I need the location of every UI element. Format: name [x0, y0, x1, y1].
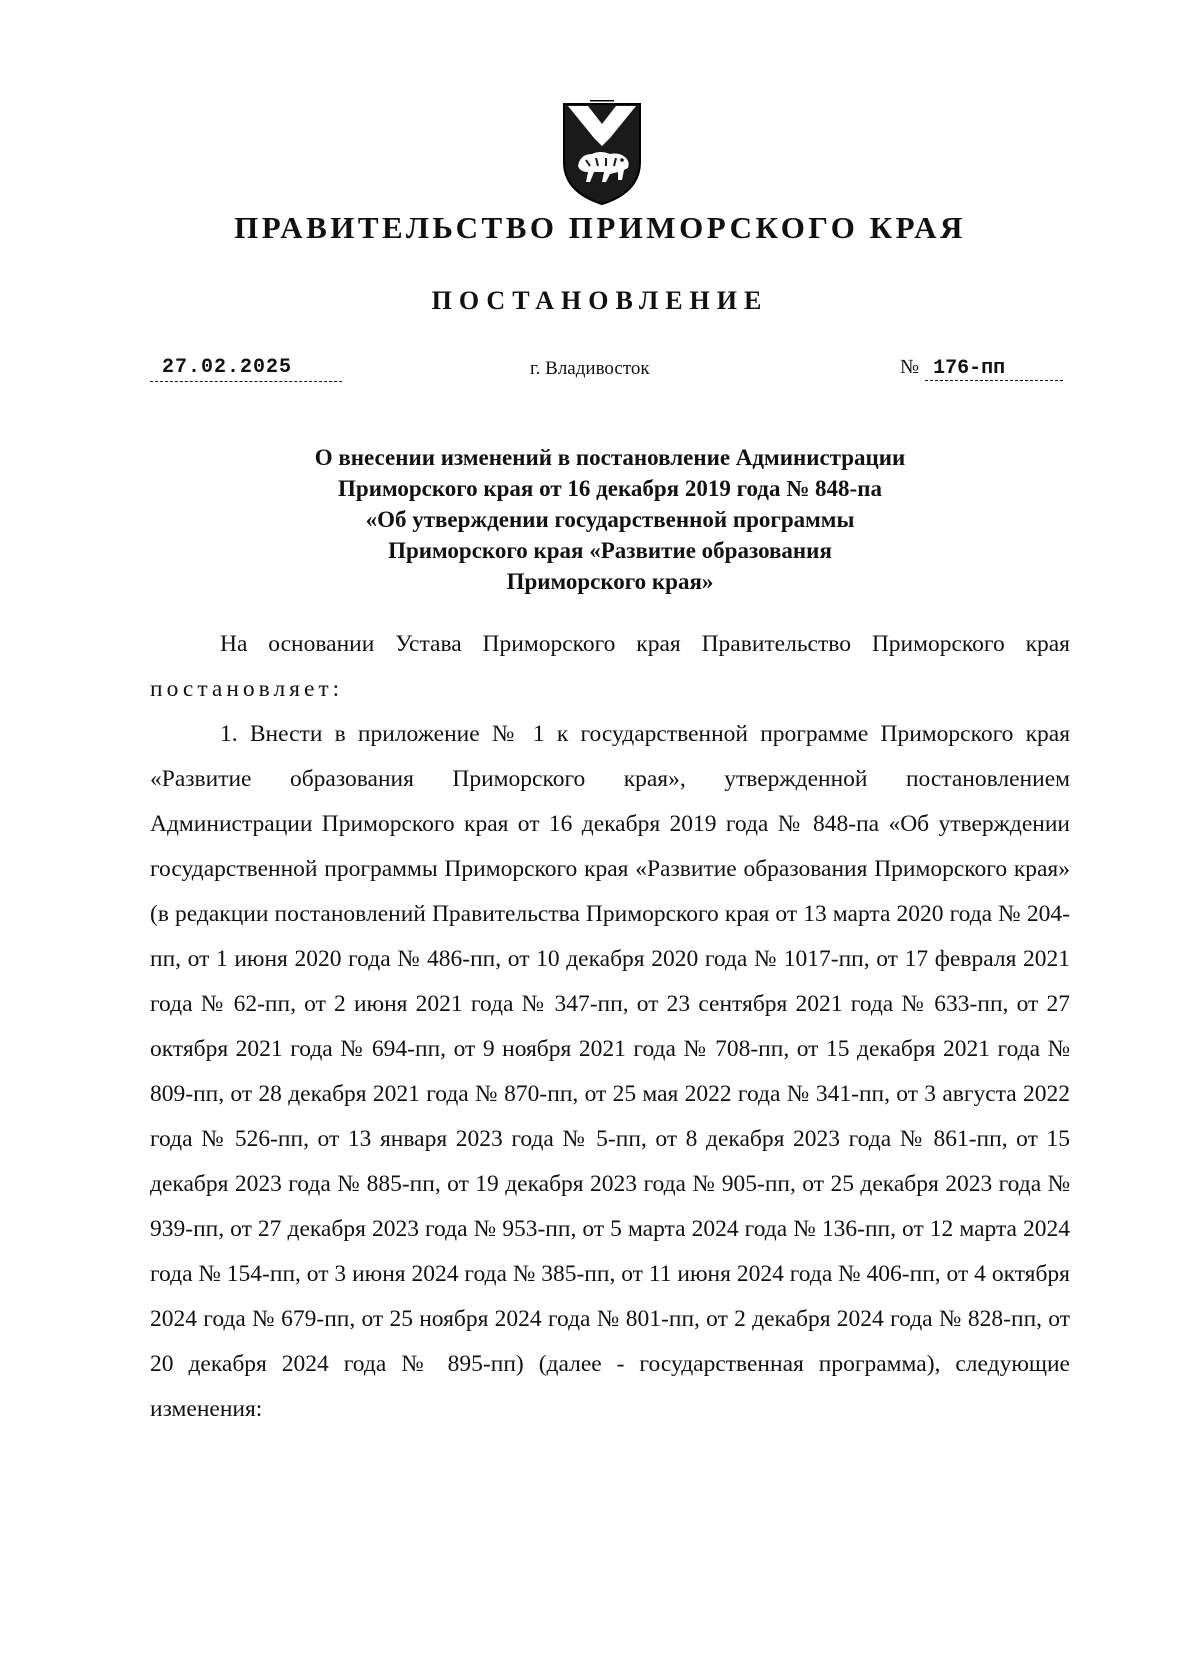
document-meta-row	[150, 356, 1070, 390]
document-subject	[150, 442, 1070, 597]
resolves-word: постановляет:	[150, 676, 344, 702]
subject-line: Приморского края «Развитие образования	[388, 538, 832, 563]
item-1-paragraph: 1. Внести в приложение № 1 к государственной программе Приморского края «Развитие образования Приморского края», утвержденной постановлением Администрации Приморского края от 16 декабря 2019 года № 848-па «Об утверждении государственной программы Приморского края «Развитие образования Приморского края» (в редакции постановлений Правительства Приморского края от 13 марта 2020 года № 204-пп, от 1 июня 2020 года № 486-пп, от 10 декабря 2020 года № 1017-пп, от 17 февраля 2021 года № 62-пп, от 2 июня 2021 года № 347-пп, от 23 сентября 2021 года № 633-пп, от 27 октября 2021 года № 694-пп, от 9 ноября 2021 года № 708-пп, от 15 декабря 2021 года № 809-пп, от 28 декабря 2021 года № 870-пп, от 25 мая 2022 года № 341-пп, от 3 августа 2022 года № 526-пп, от 13 января 2023 года № 5-пп, от 8 декабря 2023 года № 861-пп, от 15 декабря 2023 года № 885-пп, от 19 декабря 2023 года № 905-пп, от 25 декабря 2023 года № 939-пп, от 27 декабря 2023 года № 953-пп, от 5 марта 2024 года № 136-пп, от 12 марта 2024 года № 154-пп, от 3 июня 2024 года № 385-пп, от 11 июня 2024 года № 406-пп, от 4 октября 2024 года № 679-пп, от 25 ноября 2024 года № 801-пп, от 2 декабря 2024 года № 828-пп, от 20 декабря 2024 года № 895-пп) (далее - государственная программа), следующие изменения:	[150, 721, 1070, 1422]
document-body	[150, 622, 1070, 1432]
preamble-text: На основании Устава Приморского края Правительство Приморского края	[220, 631, 1070, 657]
document-number-field	[900, 356, 1070, 381]
document-city: г. Владивосток	[530, 358, 650, 379]
preamble-paragraph	[150, 622, 1070, 712]
subject-line: Приморского края»	[506, 569, 714, 594]
subject-line: «Об утверждении государственной программы	[365, 507, 855, 532]
organization-title: ПРАВИТЕЛЬСТВО ПРИМОРСКОГО КРАЯ	[234, 210, 966, 245]
document-date: 27.02.2025	[150, 356, 342, 382]
subject-line: О внесении изменений в постановление Администрации	[314, 445, 906, 470]
number-sign: №	[900, 356, 920, 378]
document-type: ПОСТАНОВЛЕНИЕ	[431, 286, 769, 315]
coat-of-arms-icon	[560, 100, 644, 208]
document-number: 176-пп	[925, 357, 1063, 381]
subject-line: Приморского края от 16 декабря 2019 года № 848-па	[338, 476, 882, 501]
